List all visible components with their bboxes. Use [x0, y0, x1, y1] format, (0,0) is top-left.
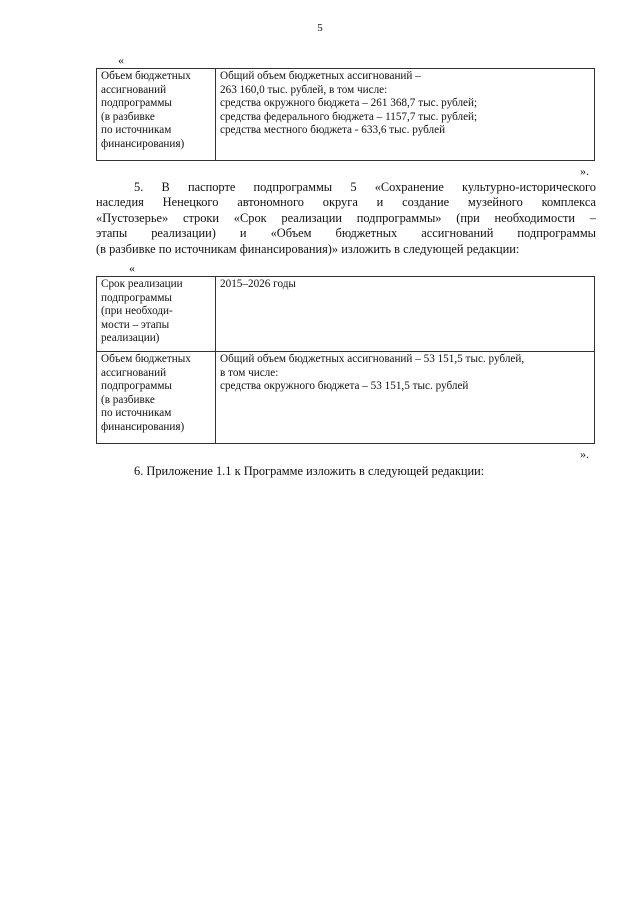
label-line: мости – этапы: [101, 318, 170, 331]
label-line: Срок реализации: [101, 278, 183, 290]
label-line: по источникам: [101, 407, 172, 420]
paragraph-line: 5. В паспорте подпрограммы 5 «Сохранение культурно-исторического: [134, 180, 596, 194]
label-line: подпрограммы: [101, 291, 172, 304]
value-line: средства окружного бюджета – 53 151,5 тыс. рублей: [220, 380, 469, 393]
value-line: Общий объем бюджетных ассигнований –: [220, 70, 421, 82]
label-line: подпрограммы: [101, 97, 172, 110]
close-quote-table-2: ».: [580, 447, 589, 461]
open-quote-table-1: «: [118, 53, 124, 67]
page-number: 5: [317, 22, 323, 34]
value-line: Общий объем бюджетных ассигнований – 53 151,5 тыс. рублей,: [220, 353, 525, 365]
close-quote-table-1: ».: [580, 164, 589, 178]
value-line: 263 160,0 тыс. рублей, в том числе:: [220, 83, 388, 96]
paragraph-5: [96, 180, 596, 257]
label-line: Объем бюджетных: [101, 353, 191, 365]
label-line: ассигнований: [101, 366, 167, 379]
table-row: [97, 352, 595, 444]
paragraph-line: (в разбивке по источникам финансирования)» изложить в следующей редакции:: [96, 241, 520, 256]
label-line: Объем бюджетных: [101, 70, 191, 82]
label-line: (в разбивке: [101, 110, 155, 123]
budget-value-cell: [216, 352, 595, 444]
budget-label-cell: [97, 352, 216, 444]
label-line: финансирования): [101, 420, 185, 433]
label-line: финансирования): [101, 137, 185, 150]
table-row: [97, 69, 595, 161]
paragraph-line: этапы реализации) и «Объем бюджетных ассигнований подпрограммы: [96, 226, 596, 241]
value-line: 2015–2026 годы: [220, 278, 296, 290]
budget-value-cell: [216, 69, 595, 161]
label-line: подпрограммы: [101, 380, 172, 393]
label-line: (в разбивке: [101, 393, 155, 406]
budget-label-cell: [97, 69, 216, 161]
table-row: [97, 277, 595, 352]
label-line: по источникам: [101, 124, 172, 137]
value-line: средства федерального бюджета – 1157,7 тыс. рублей;: [220, 110, 478, 123]
value-line: средства местного бюджета - 633,6 тыс. рублей: [220, 124, 446, 137]
value-line: средства окружного бюджета – 261 368,7 тыс. рублей;: [220, 97, 478, 110]
paragraph-line: наследия Ненецкого автономного округа и создание музейного комплекса: [96, 195, 596, 210]
label-line: реализации): [101, 332, 160, 345]
paragraph-line: «Пустозерье» строки «Срок реализации подпрограммы» (при необходимости –: [96, 210, 596, 225]
label-line: (при необходи-: [101, 305, 173, 318]
budget-table-2: [96, 276, 595, 444]
label-line: ассигнований: [101, 83, 167, 96]
open-quote-table-2: «: [129, 261, 135, 275]
paragraph-6: 6. Приложение 1.1 к Программе изложить в следующей редакции:: [134, 464, 485, 478]
budget-table-1: [96, 68, 595, 161]
value-line: в том числе:: [220, 366, 279, 379]
term-value-cell: [216, 277, 595, 352]
term-label-cell: [97, 277, 216, 352]
